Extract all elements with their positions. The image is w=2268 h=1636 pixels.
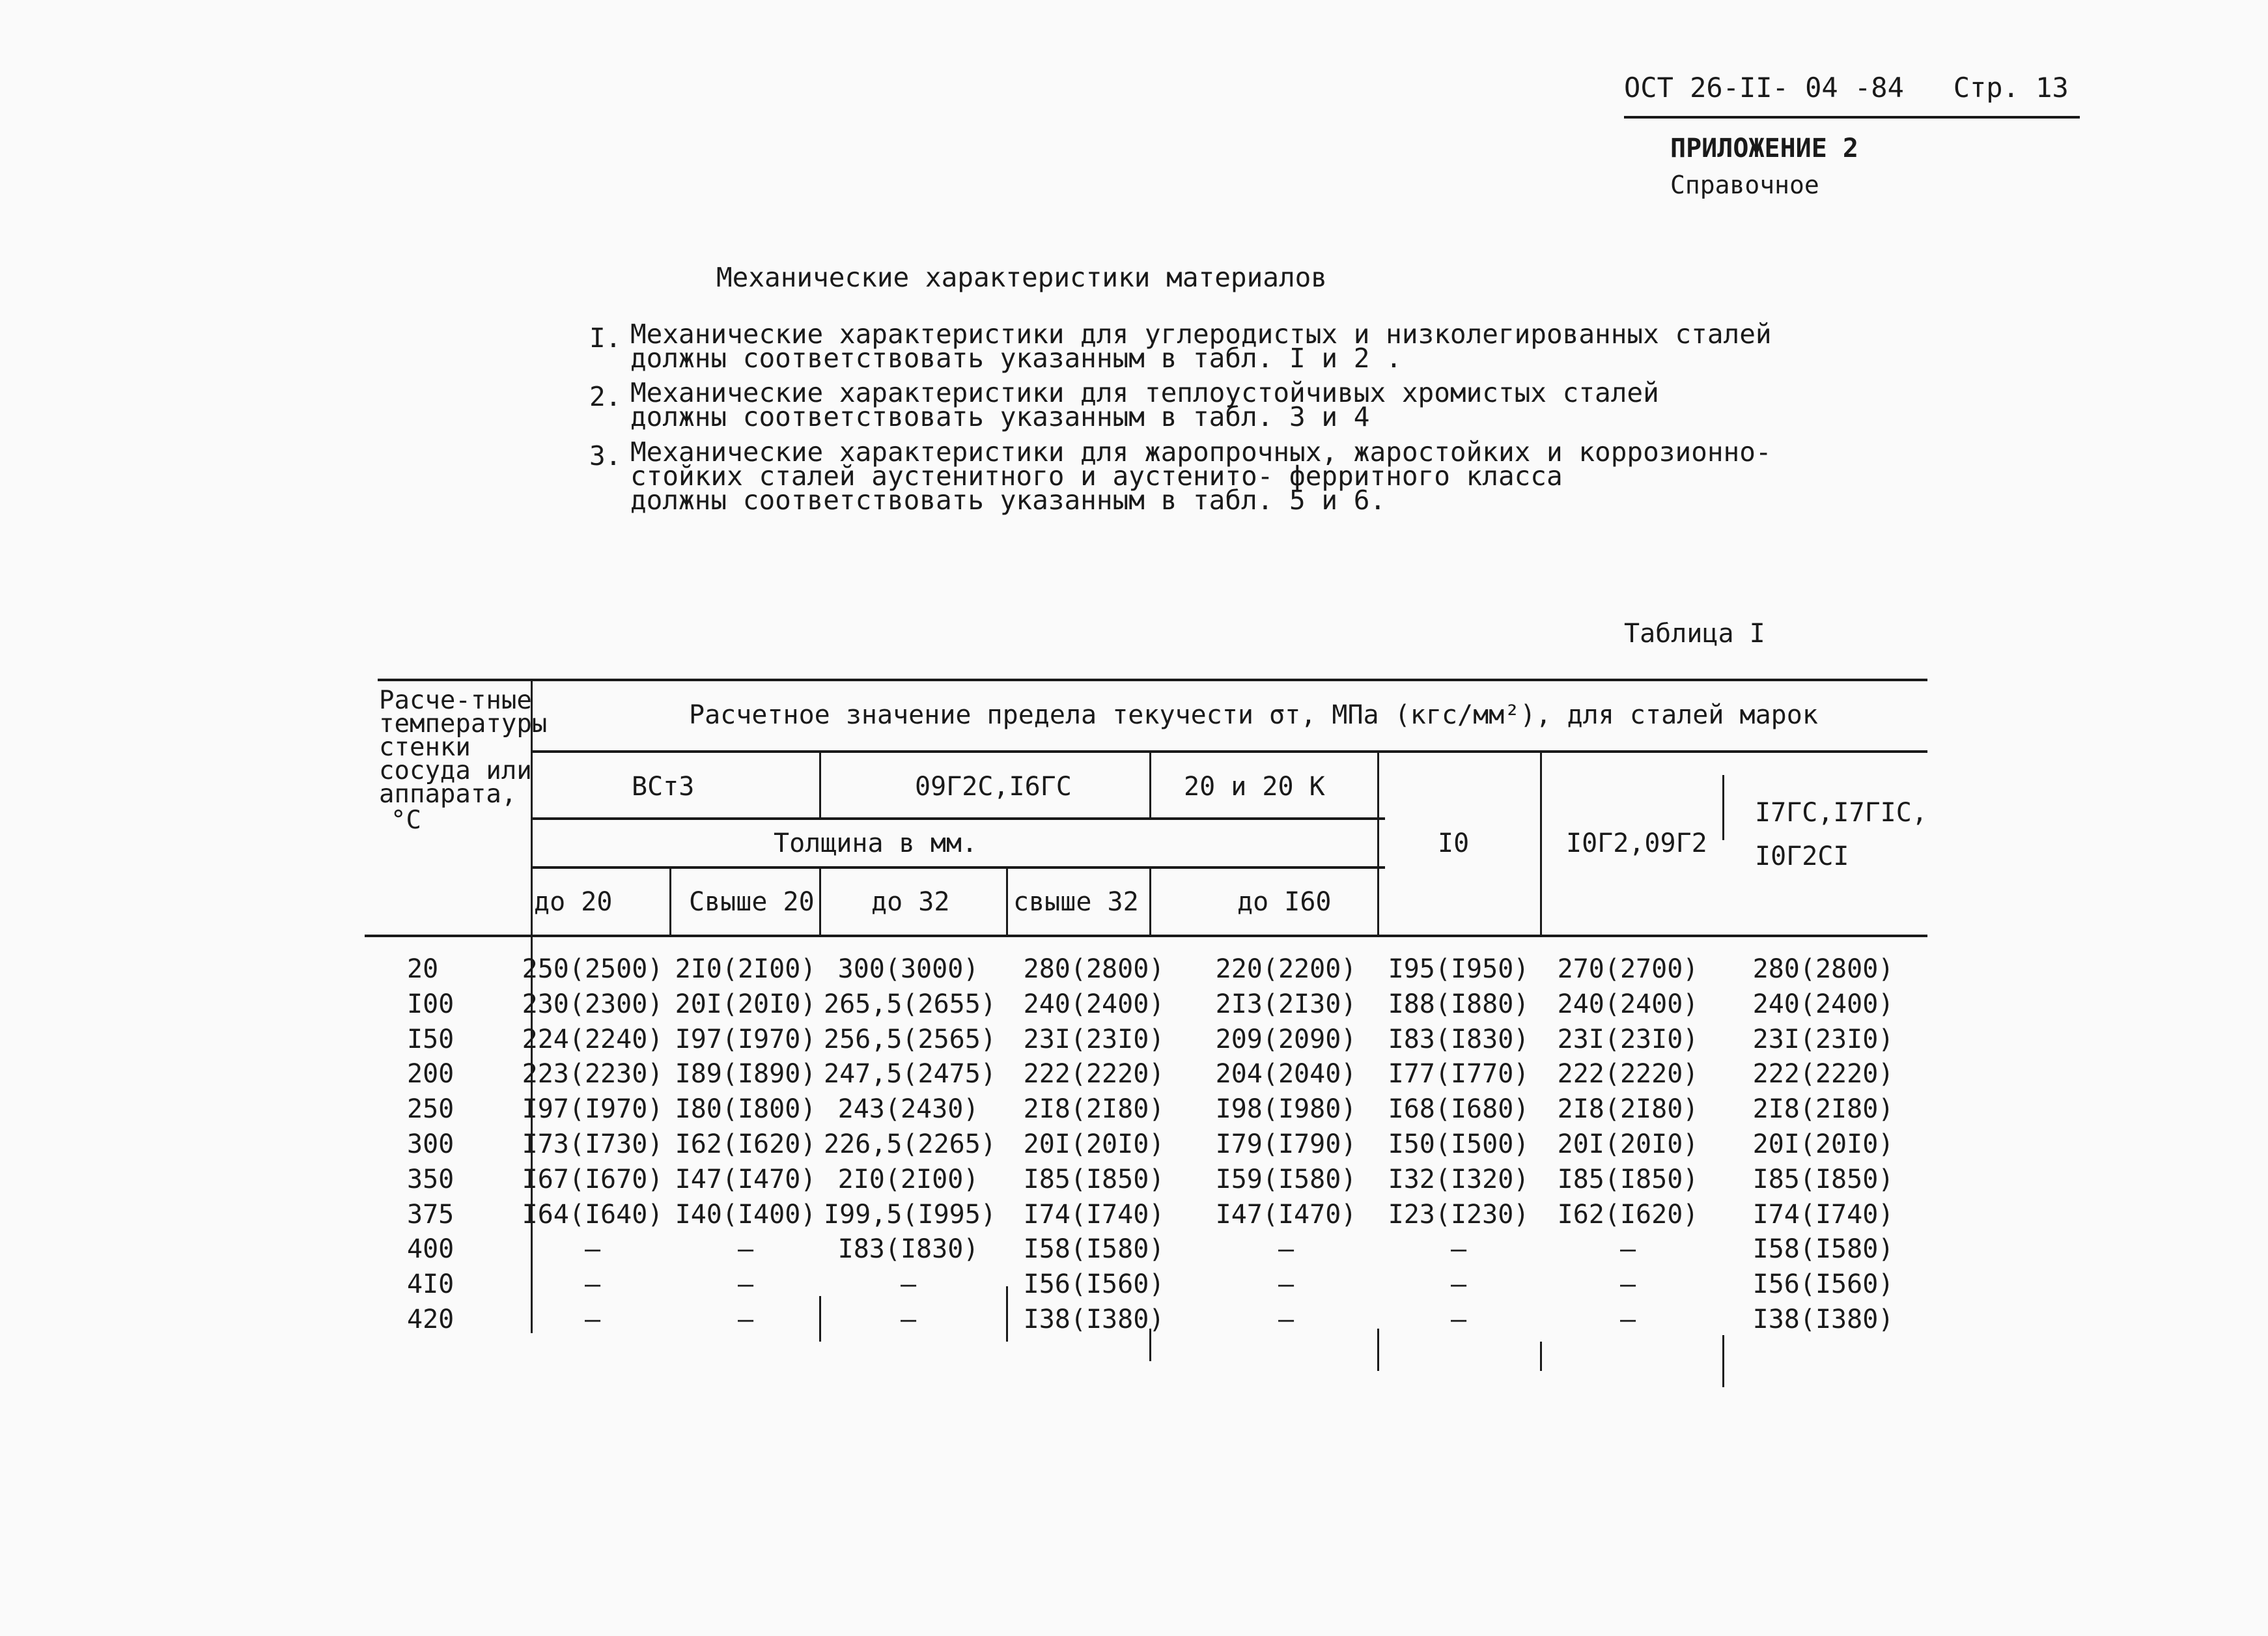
item-text-line: Механические характеристики для углеродистых и низколегированных сталей (630, 318, 1772, 350)
table-cell: I99,5(I995) (824, 1199, 996, 1230)
main-header: Расчетное значение предела текучести σт, МПа (кгс/мм²), для сталей марок (689, 700, 1818, 730)
table-cell: 204(2040) (1215, 1059, 1357, 1090)
table-cell: 247,5(2475) (824, 1059, 996, 1090)
col-divider (1006, 1286, 1008, 1342)
col-divider (1149, 750, 1151, 817)
temp-header-line: аппарата, (379, 780, 517, 809)
table-cell: I85(I850) (1752, 1164, 1894, 1194)
table-caption: Таблица I (1624, 619, 1765, 649)
item-text-line: должны соответствовать указанным в табл. I и 2 . (630, 343, 1402, 374)
table-cell: I97(I970) (675, 1024, 817, 1054)
header-rule-grades (531, 750, 1927, 753)
table-cell: 256,5(2565) (824, 1024, 996, 1054)
table-cell: 230(2300) (522, 989, 664, 1019)
table-cell: 20I(20I0) (1023, 1129, 1165, 1159)
col-divider (1540, 1342, 1542, 1371)
table-cell: 240(2400) (1752, 989, 1894, 1019)
row-temperature: 375 (407, 1199, 455, 1230)
temp-header-line: стенки (379, 733, 471, 762)
thickness-col: до 20 (534, 887, 613, 917)
table-cell: I97(I970) (522, 1094, 664, 1125)
item-text-line: Механические характеристики для теплоустойчивых хромистых сталей (630, 377, 1659, 408)
temp-header-line: сосуда или (379, 756, 532, 785)
table-cell: 20I(20I0) (675, 989, 817, 1019)
temp-header (379, 686, 548, 835)
thickness-col: до 32 (871, 887, 950, 917)
table-cell: I79(I790) (1215, 1129, 1357, 1159)
table-cell: 224(2240) (522, 1024, 664, 1054)
table-cell: 222(2220) (1752, 1059, 1894, 1090)
section-title: Механические характеристики материалов (716, 262, 1327, 293)
header-rule-cols (531, 866, 1385, 869)
item-number: I. (589, 322, 622, 354)
table-cell: 250(2500) (522, 954, 664, 984)
table-cell: I38(I380) (1752, 1305, 1894, 1334)
col-divider (819, 866, 821, 935)
table-cell: – (900, 1305, 917, 1334)
table-cell: I62(I620) (1557, 1199, 1699, 1230)
table-cell: I80(I800) (675, 1094, 817, 1125)
table-cell: I77(I770) (1388, 1059, 1530, 1090)
table-cell: I56(I560) (1752, 1269, 1894, 1300)
table-cell: 23I(23I0) (1023, 1024, 1165, 1054)
col-divider (1377, 1329, 1379, 1371)
table-cell: I47(I470) (1215, 1199, 1357, 1230)
table-cell: I59(I580) (1215, 1164, 1357, 1194)
table-cell: I83(I830) (837, 1234, 979, 1265)
item-number: 2. (589, 381, 622, 412)
header-rule-thickness (531, 817, 1385, 820)
appendix-subtitle: Справочное (1670, 171, 1819, 199)
table-cell: 20I(20I0) (1752, 1129, 1894, 1159)
table-cell: – (900, 1269, 917, 1300)
table-cell: 240(2400) (1023, 989, 1165, 1019)
table-cell: 2I8(2I80) (1752, 1094, 1894, 1125)
table-cell: 223(2230) (522, 1059, 664, 1090)
item-text-line: Механические характеристики для жаропрочных, жаростойких и коррозионно- (630, 436, 1772, 468)
table-cell: – (1619, 1234, 1636, 1265)
thickness-label: Толщина в мм. (774, 828, 978, 858)
table-cell: I67(I670) (522, 1164, 664, 1194)
col-divider (1006, 866, 1008, 935)
row-temperature: 350 (407, 1164, 455, 1194)
table-cell: 2I0(2I00) (837, 1164, 979, 1194)
grade-10g2: I0Г2,09Г2 (1566, 828, 1707, 858)
table-cell: I74(I740) (1023, 1199, 1165, 1230)
table-cell: I38(I380) (1023, 1305, 1165, 1334)
header-bottom-rule (365, 935, 1927, 937)
table-cell: – (1450, 1305, 1467, 1334)
row-temperature: 20 (407, 954, 439, 984)
table-cell: – (737, 1234, 754, 1265)
table-cell: 209(2090) (1215, 1024, 1357, 1054)
table-cell: 300(3000) (837, 954, 979, 984)
row-temperature: 200 (407, 1059, 455, 1090)
item-text-line: стойких сталей аустенитного и аустенито- ферритного класса (630, 460, 1563, 492)
item-text-line: должны соответствовать указанным в табл. 5 и 6. (630, 485, 1386, 516)
table-cell: – (737, 1269, 754, 1300)
table-cell: – (1450, 1234, 1467, 1265)
page-label: Стр. 13 (1953, 72, 2069, 104)
table-cell: 265,5(2655) (824, 989, 996, 1019)
table-cell: I89(I890) (675, 1059, 817, 1090)
row-temperature: I50 (407, 1024, 455, 1054)
col-divider (1722, 1335, 1724, 1387)
table-cell: 23I(23I0) (1752, 1024, 1894, 1054)
table-cell: – (1278, 1269, 1295, 1300)
grade-10: I0 (1438, 828, 1470, 858)
table-cell: I88(I880) (1388, 989, 1530, 1019)
table-cell: 2I8(2I80) (1023, 1094, 1165, 1125)
appendix-label: ПРИЛОЖЕНИЕ 2 (1670, 134, 1858, 163)
table-cell: – (737, 1305, 754, 1334)
item-number: 3. (589, 440, 622, 472)
table-cell: 2I8(2I80) (1557, 1094, 1699, 1125)
row-temperature: 420 (407, 1305, 455, 1334)
table-cell: I40(I400) (675, 1199, 817, 1230)
col-divider (819, 750, 821, 817)
thickness-col: свыше 32 (1013, 887, 1139, 917)
table-cell: I95(I950) (1388, 954, 1530, 984)
table-cell: I73(I730) (522, 1129, 664, 1159)
table-cell: 226,5(2265) (824, 1129, 996, 1159)
doc-code: ОСТ 26-II- 04 -84 (1624, 72, 1904, 104)
table-cell: 2I0(2I00) (675, 954, 817, 984)
table-cell: – (1278, 1234, 1295, 1265)
grade-17gs-line1: I7ГС,I7ГIС, (1755, 798, 1927, 828)
table-cell: I23(I230) (1388, 1199, 1530, 1230)
col-divider (1540, 750, 1542, 935)
temp-header-line: Расче-тные (379, 686, 532, 715)
table-cell: 222(2220) (1023, 1059, 1165, 1090)
table-cell: I85(I850) (1023, 1164, 1165, 1194)
table-cell: – (1619, 1305, 1636, 1334)
table-cell: 23I(23I0) (1557, 1024, 1699, 1054)
grade-09g2s: 09Г2С,I6ГС (915, 772, 1072, 802)
thickness-col: до I60 (1237, 887, 1332, 917)
row-temperature: 4I0 (407, 1269, 455, 1300)
table-cell: – (1450, 1269, 1467, 1300)
table-cell: 2I3(2I30) (1215, 989, 1357, 1019)
table-cell: 270(2700) (1557, 954, 1699, 984)
table-cell: I47(I470) (675, 1164, 817, 1194)
col-divider (1377, 750, 1379, 935)
col-divider (1722, 775, 1724, 840)
table-cell: – (1619, 1269, 1636, 1300)
table-cell: 280(2800) (1023, 954, 1165, 984)
table-cell: I85(I850) (1557, 1164, 1699, 1194)
header-rule (1624, 116, 2080, 119)
grade-17gs-line2: I0Г2СI (1755, 841, 1849, 871)
thickness-col: Свыше 20 (689, 887, 815, 917)
table-cell: – (1278, 1305, 1295, 1334)
table-cell: 222(2220) (1557, 1059, 1699, 1090)
table-cell: I62(I620) (675, 1129, 817, 1159)
row-temperature: 400 (407, 1234, 455, 1265)
table-cell: – (584, 1234, 601, 1265)
col-divider (1149, 866, 1151, 935)
col-divider (669, 866, 671, 935)
table-cell: I50(I500) (1388, 1129, 1530, 1159)
table-cell: I74(I740) (1752, 1199, 1894, 1230)
table-cell: 20I(20I0) (1557, 1129, 1699, 1159)
table-top-rule (378, 679, 1927, 681)
table-cell: I98(I980) (1215, 1094, 1357, 1125)
temp-unit: °С (391, 806, 421, 835)
table-cell: I56(I560) (1023, 1269, 1165, 1300)
doc-header (1624, 72, 2069, 104)
grade-vst3: ВСт3 (632, 772, 695, 802)
row-temperature: 250 (407, 1094, 455, 1125)
table-cell: I83(I830) (1388, 1024, 1530, 1054)
row-temperature: 300 (407, 1129, 455, 1159)
temp-header-line: температуры (379, 709, 548, 739)
table-cell: 220(2200) (1215, 954, 1357, 984)
table-cell: I64(I640) (522, 1199, 664, 1230)
table-cell: – (584, 1305, 601, 1334)
table-cell: 243(2430) (837, 1094, 979, 1125)
table-cell: I68(I680) (1388, 1094, 1530, 1125)
grade-20k: 20 и 20 К (1184, 772, 1325, 802)
table-cell: I32(I320) (1388, 1164, 1530, 1194)
table-cell: I58(I580) (1023, 1234, 1165, 1265)
row-temperature: I00 (407, 989, 455, 1019)
table-cell: – (584, 1269, 601, 1300)
table-cell: I58(I580) (1752, 1234, 1894, 1265)
table-cell: 280(2800) (1752, 954, 1894, 984)
table-cell: 240(2400) (1557, 989, 1699, 1019)
item-text-line: должны соответствовать указанным в табл. 3 и 4 (630, 401, 1370, 432)
